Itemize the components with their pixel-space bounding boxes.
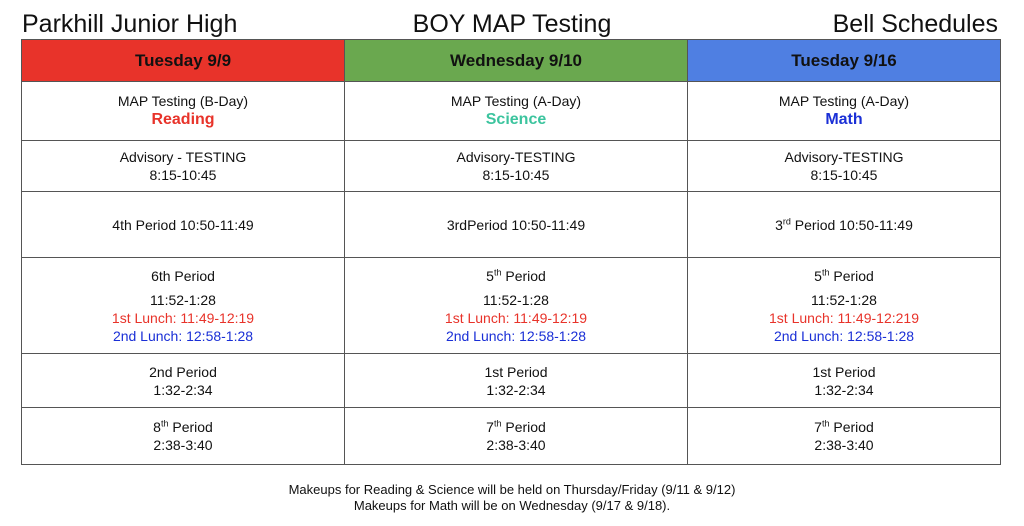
period-label: 3rdPeriod 10:50-11:49 bbox=[446, 216, 586, 233]
school-name: Parkhill Junior High bbox=[22, 10, 238, 38]
period-cell bbox=[22, 354, 345, 408]
period-label: 2nd Period bbox=[149, 363, 217, 380]
period-label: 6th Period bbox=[151, 267, 215, 284]
period-label: 1st Period bbox=[812, 363, 876, 380]
period-time: 1:32-2:34 bbox=[486, 381, 546, 398]
period-word: Period bbox=[501, 419, 546, 435]
first-lunch: 1st Lunch: 11:49-12:19 bbox=[444, 309, 588, 326]
period-word: Period bbox=[168, 419, 213, 435]
period-label: 8 bbox=[153, 419, 161, 435]
period-cell bbox=[22, 408, 345, 465]
period-time: 11:52-1:28 bbox=[150, 291, 216, 308]
map-testing-label: MAP Testing (A-Day) bbox=[450, 93, 582, 109]
makeup-note-1: Makeups for Reading & Science will be held on Thursday/Friday (9/11 & 9/12) bbox=[288, 482, 736, 497]
lunch-period-cell bbox=[22, 258, 345, 354]
period-word: Period bbox=[829, 267, 874, 284]
period-label: 3 bbox=[775, 216, 783, 233]
period-ordinal: th bbox=[821, 418, 830, 429]
subject-label: Math bbox=[825, 111, 863, 128]
first-lunch: 1st Lunch: 11:49-12:19 bbox=[111, 309, 255, 326]
period-label: 4th Period 10:50-11:49 bbox=[112, 216, 254, 233]
period-time: 11:52-1:28 bbox=[483, 291, 549, 308]
period-label: 1st Period bbox=[484, 363, 548, 380]
header-row bbox=[22, 40, 1001, 82]
period-time: 2:38-3:40 bbox=[153, 437, 213, 453]
period-label: 7 bbox=[486, 419, 494, 435]
period-ordinal: th bbox=[493, 266, 502, 277]
first-lunch: 1st Lunch: 11:49-12:219 bbox=[769, 309, 919, 326]
lunch-period-cell bbox=[345, 258, 688, 354]
period-cell bbox=[345, 354, 688, 408]
period-cell bbox=[345, 408, 688, 465]
day-header-3: Tuesday 9/16 bbox=[688, 40, 1001, 82]
advisory-label: Advisory-TESTING bbox=[784, 149, 904, 165]
period-ordinal: rd bbox=[782, 215, 791, 226]
period-cell bbox=[22, 192, 345, 258]
second-lunch: 2nd Lunch: 12:58-1:28 bbox=[773, 327, 915, 344]
map-testing-cell bbox=[22, 82, 345, 141]
map-testing-row bbox=[22, 82, 1001, 141]
period-time: 1:32-2:34 bbox=[814, 381, 874, 398]
map-testing-cell bbox=[688, 82, 1001, 141]
period-time: 2:38-3:40 bbox=[814, 437, 874, 453]
last-period-row bbox=[22, 408, 1001, 465]
period-ordinal: th bbox=[821, 266, 830, 277]
period-label: 7 bbox=[814, 419, 822, 435]
subject-label: Science bbox=[485, 111, 547, 128]
second-lunch: 2nd Lunch: 12:58-1:28 bbox=[112, 327, 254, 344]
period-word: Period bbox=[501, 267, 546, 284]
period-time: 11:52-1:28 bbox=[811, 291, 877, 308]
page-title: BOY MAP Testing bbox=[412, 10, 612, 38]
period-label: 5 bbox=[814, 267, 822, 284]
period-time: 2:38-3:40 bbox=[486, 437, 546, 453]
advisory-cell bbox=[688, 141, 1001, 192]
advisory-cell bbox=[345, 141, 688, 192]
lunch-period-row bbox=[22, 258, 1001, 354]
afternoon-period-row bbox=[22, 354, 1001, 408]
period-word: Period bbox=[829, 419, 874, 435]
map-testing-cell bbox=[345, 82, 688, 141]
advisory-label: Advisory-TESTING bbox=[456, 149, 576, 165]
period-label: 5 bbox=[486, 267, 494, 284]
period-cell bbox=[688, 354, 1001, 408]
map-testing-label: MAP Testing (A-Day) bbox=[778, 93, 910, 109]
advisory-time: 8:15-10:45 bbox=[482, 167, 550, 183]
advisory-cell bbox=[22, 141, 345, 192]
subject-label: Reading bbox=[151, 111, 215, 128]
mid-period-row bbox=[22, 192, 1001, 258]
period-cell bbox=[345, 192, 688, 258]
period-ordinal: th bbox=[160, 418, 169, 429]
period-time: 1:32-2:34 bbox=[153, 381, 213, 398]
advisory-label: Advisory - TESTING bbox=[119, 149, 247, 165]
period-ordinal: th bbox=[493, 418, 502, 429]
page-subtitle: Bell Schedules bbox=[832, 10, 998, 38]
map-testing-label: MAP Testing (B-Day) bbox=[117, 93, 249, 109]
advisory-time: 8:15-10:45 bbox=[810, 167, 878, 183]
lunch-period-cell bbox=[688, 258, 1001, 354]
day-header-2: Wednesday 9/10 bbox=[345, 40, 688, 82]
period-cell bbox=[688, 408, 1001, 465]
makeup-notes bbox=[0, 482, 1024, 514]
advisory-time: 8:15-10:45 bbox=[149, 167, 217, 183]
day-header-1: Tuesday 9/9 bbox=[22, 40, 345, 82]
period-cell bbox=[688, 192, 1001, 258]
period-time: Period 10:50-11:49 bbox=[790, 216, 913, 233]
advisory-row bbox=[22, 141, 1001, 192]
makeup-note-2: Makeups for Math will be on Wednesday (9/17 & 9/18). bbox=[353, 498, 671, 513]
second-lunch: 2nd Lunch: 12:58-1:28 bbox=[445, 327, 587, 344]
bell-schedule-table bbox=[21, 39, 1001, 465]
